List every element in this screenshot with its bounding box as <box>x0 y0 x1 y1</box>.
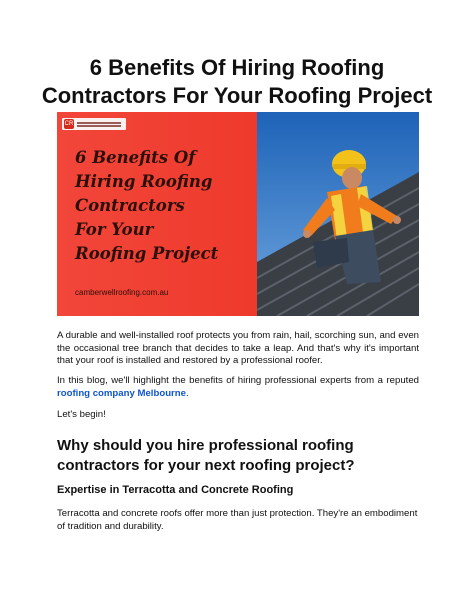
title-line-2: Contractors For Your Roofing Project <box>41 83 433 108</box>
banner-website: camberwellroofing.com.au <box>75 288 169 297</box>
banner-headline-line: For Your <box>75 220 154 239</box>
document-title <box>30 54 444 110</box>
logo-text-lines <box>77 121 121 128</box>
banner-headline-line: Roofing Project <box>75 244 219 263</box>
terracotta-paragraph: Terracotta and concrete roofs offer more than just protection. They're an embodiment of tradition and durability. <box>57 508 418 532</box>
logo-mark: CR <box>64 121 74 127</box>
subsection-heading: Expertise in Terracotta and Concrete Roofing <box>57 484 294 496</box>
banner-headline-line: Contractors <box>75 196 185 215</box>
company-logo <box>62 118 126 130</box>
section-heading: Why should you hire professional roofing contractors for your next roofing project? <box>57 437 355 474</box>
banner-red-panel <box>57 112 257 316</box>
hero-banner-image <box>57 112 419 316</box>
banner-headline-line: Hiring Roofing <box>75 172 213 191</box>
banner-headline-line: 6 Benefits Of <box>75 148 196 167</box>
roofing-company-link[interactable]: roofing company Melbourne <box>57 387 186 399</box>
title-line-1: 6 Benefits Of Hiring Roofing <box>89 55 385 80</box>
blog-intro-period: . <box>186 387 189 399</box>
banner-headline <box>75 146 255 266</box>
lets-begin-text: Let's begin! <box>57 409 106 420</box>
intro-paragraph: A durable and well-installed roof protects you from rain, hail, scorching sun, and even the occasional tree branch that decides to take a leap. And that's why it's important that your roof is installed and restored by a professional roofer. <box>57 330 419 366</box>
blog-intro-paragraph <box>57 375 419 400</box>
blog-intro-text: In this blog, we'll highlight the benefits of hiring professional experts from a reputed <box>57 375 419 386</box>
roofer-photo <box>257 112 419 316</box>
